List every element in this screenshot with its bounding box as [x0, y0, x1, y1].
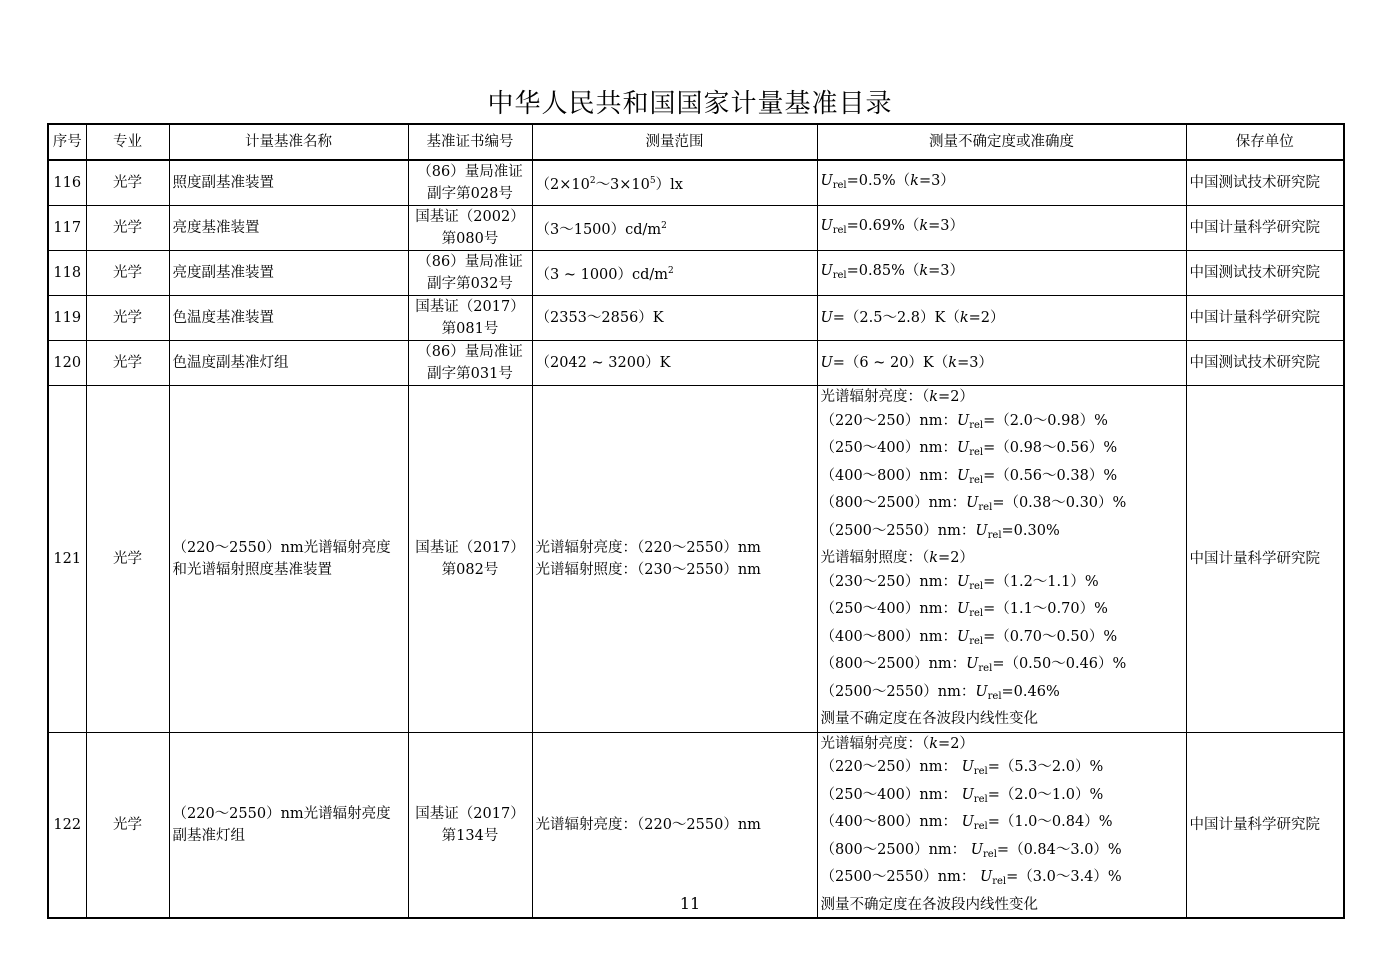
cell-uncertainty: 光谱辐射亮度：（k=2） （220～250）nm： $U_{rel}=(5.3\sim 2.0)\%$ （250～400）nm： $U_{rel}=(2.0\sim 1.0)\%$ （400～800）nm： $U_{rel}=(1.0\sim 0.84)\%$ （800～2500）nm： $U_{rel}=(0.84\sim 3.0)\%$ （2500～2550）nm： $U_{rel}=(3.0\sim 3.4)\%$ 测量不确定度在各波段内线性变化 — [817, 732, 1186, 918]
cell-unit: 中国计量科学研究院 — [1186, 732, 1344, 918]
cell-range: （2042 ~ 3200）K — [532, 341, 817, 386]
cell-name: 色温度副基准灯组 — [169, 341, 408, 386]
cell-unit: 中国计量科学研究院 — [1186, 296, 1344, 341]
cell-range: $(3\sim 1500)cd/m^2$ — [532, 206, 817, 251]
cell-name: （220～2550）nm光谱辐射亮度 和光谱辐射照度基准装置 — [169, 386, 408, 733]
cell-field: 光学 — [86, 341, 169, 386]
cell-cert: 国基证（2002） 第080号 — [408, 206, 532, 251]
cell-no: 117 — [48, 206, 86, 251]
cell-name: 亮度副基准装置 — [169, 251, 408, 296]
cell-no: 121 — [48, 386, 86, 733]
table-row — [48, 206, 1344, 251]
cell-uncertainty: $U_{rel}=0.85\%(k=3)$ — [817, 251, 1186, 296]
table-row — [48, 732, 1344, 918]
cell-unit: 中国测试技术研究院 — [1186, 251, 1344, 296]
table-row — [48, 251, 1344, 296]
cell-name: （220～2550）nm光谱辐射亮度 副基准灯组 — [169, 732, 408, 918]
standards-table — [47, 123, 1345, 919]
col-header-unit: 保存单位 — [1186, 124, 1344, 160]
col-header-cert: 基准证书编号 — [408, 124, 532, 160]
cell-name: 色温度基准装置 — [169, 296, 408, 341]
page-title: 中华人民共和国国家计量基准目录 — [487, 89, 893, 119]
cell-no: 118 — [48, 251, 86, 296]
col-header-uncertainty: 测量不确定度或准确度 — [817, 124, 1186, 160]
table-row — [48, 386, 1344, 733]
col-header-field: 专业 — [86, 124, 169, 160]
page-number: 11 — [679, 894, 701, 913]
cell-name: 亮度基准装置 — [169, 206, 408, 251]
col-header-range: 测量范围 — [532, 124, 817, 160]
cell-no: 116 — [48, 160, 86, 206]
cell-name: 照度副基准装置 — [169, 160, 408, 206]
cell-range: （2353～2856）K — [532, 296, 817, 341]
col-header-name: 计量基准名称 — [169, 124, 408, 160]
cell-cert: 国基证（2017） 第082号 — [408, 386, 532, 733]
cell-no: 122 — [48, 732, 86, 918]
cell-no: 119 — [48, 296, 86, 341]
cell-unit: 中国计量科学研究院 — [1186, 386, 1344, 733]
cell-cert: （86）量局准证 副字第032号 — [408, 251, 532, 296]
cell-range: $(2\times 10^2\sim 3\times 10^5)lx$ — [532, 160, 817, 206]
cell-cert: （86）量局准证 副字第031号 — [408, 341, 532, 386]
cell-cert: （86）量局准证 副字第028号 — [408, 160, 532, 206]
cell-no: 120 — [48, 341, 86, 386]
table-row — [48, 341, 1344, 386]
cell-range: （3 ~ $1000)cd/m^2$ — [532, 251, 817, 296]
cell-unit: 中国测试技术研究院 — [1186, 341, 1344, 386]
cell-field: 光学 — [86, 296, 169, 341]
col-header-no: 序号 — [48, 124, 86, 160]
cell-cert: 国基证（2017） 第081号 — [408, 296, 532, 341]
cell-field: 光学 — [86, 732, 169, 918]
cell-field: 光学 — [86, 386, 169, 733]
cell-unit: 中国测试技术研究院 — [1186, 160, 1344, 206]
cell-field: 光学 — [86, 206, 169, 251]
cell-uncertainty: $U_{rel}=0.5\%(k=3)$ — [817, 160, 1186, 206]
cell-field: 光学 — [86, 251, 169, 296]
cell-field: 光学 — [86, 160, 169, 206]
cell-uncertainty: $U_{rel}=0.69\%(k=3)$ — [817, 206, 1186, 251]
cell-range: 光谱辐射亮度：（220～2550）nm — [532, 732, 817, 918]
table-row — [48, 296, 1344, 341]
table-header-row — [48, 124, 1344, 160]
cell-uncertainty: U=（6 ~ 20）K（k=3） — [817, 341, 1186, 386]
cell-cert: 国基证（2017） 第134号 — [408, 732, 532, 918]
table-row — [48, 160, 1344, 206]
cell-range: 光谱辐射亮度：（220～2550）nm 光谱辐射照度：（230～2550）nm — [532, 386, 817, 733]
cell-uncertainty: U=（2.5～2.8）K（k=2） — [817, 296, 1186, 341]
cell-unit: 中国计量科学研究院 — [1186, 206, 1344, 251]
cell-uncertainty: 光谱辐射亮度：（k=2） （220～250）nm：$U_{rel}=(2.0\sim 0.98)\%$ （250～400）nm：$U_{rel}=(0.98\sim 0.56)\%$ （400～800）nm：$U_{rel}=(0.56\sim 0.38)\%$ （800～2500）nm：$U_{rel}=(0.38\sim 0.30)\%$ （2500～2550）nm：$U_{rel}=0.30\%$ 光谱辐射照度：（k=2） （230～250）nm：$U_{rel}=(1.2\sim 1.1)\%$ （250～400）nm：$U_{rel}=(1.1\sim 0.70)\%$ （400～800）nm：$U_{rel}=(0.70\sim 0.50)\%$ （800～2500）nm：$U_{rel}=(0.50\sim 0.46)\%$ （2500～2550）nm：$U_{rel}=0.46\%$ 测量不确定度在各波段内线性变化 — [817, 386, 1186, 733]
